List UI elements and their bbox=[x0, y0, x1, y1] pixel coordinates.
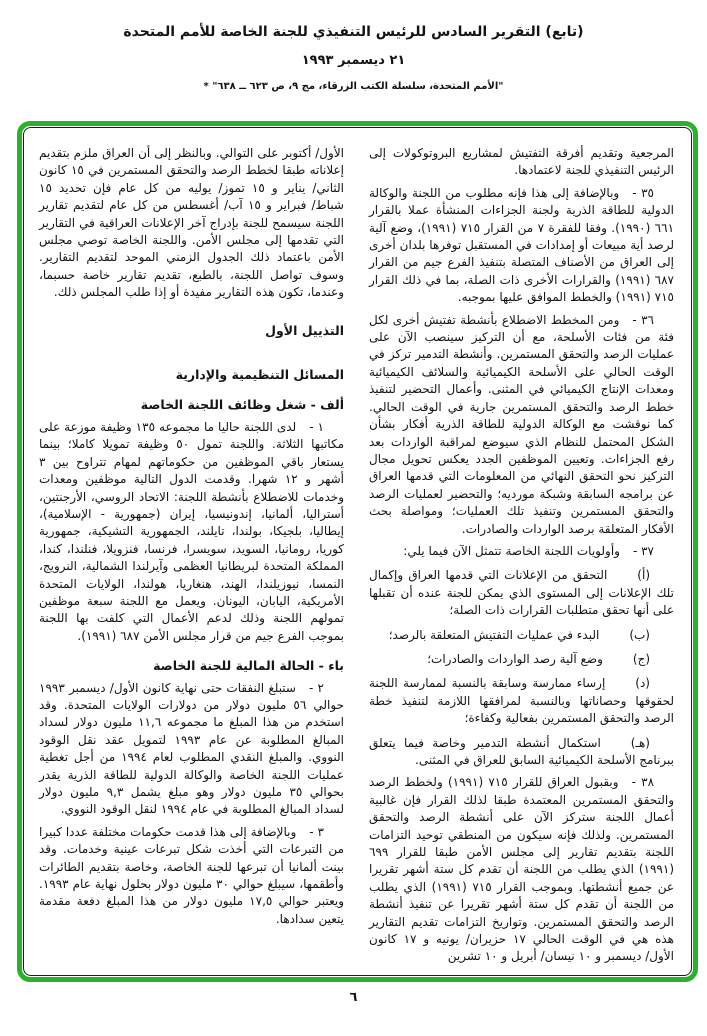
page-number: ٦ bbox=[349, 990, 358, 1005]
item-text: استكمال أنشطة التدمير وخاصة فيما يتعلق ببرنامج الأسلحة الكيميائية السابق للعراق في المثنى. bbox=[369, 735, 674, 767]
item-text: إرساء ممارسة وسابقة بالنسبة لممارسة اللجنة لحقوقها وحصاناتها وبالنسبة لمرافقها اللازمة لتنفيذ خطة الرصد والتحقق المستمرين بفعالية وكفاءة؛ bbox=[369, 676, 674, 726]
paragraph-1 bbox=[39, 419, 344, 645]
left-column bbox=[39, 145, 344, 965]
paragraph-38 bbox=[369, 774, 674, 965]
paragraph-number: ٣٦ - bbox=[632, 312, 654, 327]
paragraph-text: وأولويات اللجنة الخاصة تتمثل الآن فيما يلي: bbox=[403, 543, 620, 558]
list-item-a bbox=[369, 567, 674, 619]
item-text: البدء في عمليات التفتيش المتعلقة بالرصد؛ bbox=[388, 627, 600, 642]
document-header bbox=[0, 24, 707, 92]
paragraph-3 bbox=[39, 824, 344, 928]
item-marker: (ب) bbox=[629, 627, 650, 642]
paragraph-number: ٢ - bbox=[308, 680, 324, 695]
inner-border bbox=[23, 127, 692, 976]
paragraph-text: ستبلغ النفقات حتى نهاية كانون الأول/ ديسمبر ١٩٩٣ حوالي ٥٦ مليون دولار من دولارات الولايات المتحدة. وقد استخدم من هذا المبلغ ما مجموعه ١١,٦ مليون دولار لسداد المبالغ المطلوبة عن عام ١٩٩٣ لتمويل عقد نقل الوقود النووي. والمبلغ النقدي المطلوب لعام ١٩٩٤ من أجل تغطية عمليات اللجنة الخاصة والوكالة الدولية للطاقة الذرية يقدر بحوالي ٣٥ مليون دولار وهو مبلغ يشمل ٩,٣ مليون دولار لسداد المبالغ المطلوبة في عام ١٩٩٤ لنقل الوقود النووي. bbox=[39, 680, 345, 817]
paragraph-text: وبالإضافة إلى هذا قدمت حكومات مختلفة عددا كبيرا من التبرعات التي أخذت شكل تبرعات عينية وخدمات. وقد بينت ألمانيا أن تبرعها للجنة الخاصة، وخاصة بتقديم الطائرات وأطقمها، سيبلغ حوالي ٣٠ مليون دولار بحلول نهاية عام ١٩٩٣. ويعتبر حوالي ١٧,٥ مليون دولار من هذا المبلغ دفعة مقدمة يتعين سدادها. bbox=[39, 824, 344, 926]
paragraph-number: ١ - bbox=[309, 419, 324, 434]
list-item-e bbox=[369, 735, 674, 770]
item-marker: (د) bbox=[635, 676, 650, 691]
list-item-d bbox=[369, 675, 674, 727]
list-item-c bbox=[369, 651, 674, 668]
continuation-paragraph: الأول/ أكتوبر على التوالي. وبالنظر إلى أن العراق ملزم بتقديم إعلاناته طبقا لخطط الرصد والتحقق المستمرين في ١٥ كانون الثاني/ يناير و ١٥ تموز/ يوليه من كل عام فإن تحديد ١٥ شباط/ فبراير و ١٥ آب/ أغسطس من كل عام لتقديم تقارير اللجنة سيسمح للجنة بإدراج آخر الإعلانات العراقية في التقارير التي تقدمها إلى مجلس الأمن. واللجنة الخاصة توصي مجلس الأمن باعتماد ذلك الجدول الزمني الموحد لتقديم التقارير. وسوف تواصل اللجنة، بالطبع، تقديم تقارير خاصة حسبما، وعندما، تكون هذه التقارير مفيدة أو إذا طلب المجلس ذلك. bbox=[39, 146, 345, 300]
source-citation: "الأمم المتحدة، سلسلة الكتب الزرقاء، مج ٩، ص ٦٢٣ ــ ٦٣٨" * bbox=[203, 81, 504, 92]
paragraph-text: وبالإضافة إلى هذا فإنه مطلوب من اللجنة والوكالة الدولية للطاقة الذرية ولجنة الجزاءات المنشأة عملا بالقرار ٦٦١ (١٩٩٠). وفقا للفقرة ٧ من القرار ٧١٥ (١٩٩١)، وضع آلية لرصد أية مبيعات أو إمدادات في المستقبل توفرها بلدان أخرى إلى العراق من الأصناف المتصلة بتنفيذ الفرع جيم من القرار ٦٨٧ (١٩٩١) والقرارات الأخرى ذات الصلة، بما في ذلك القرار ٧١٥ (١٩٩١) والخطط الموافق عليها بموجبه. bbox=[369, 185, 675, 305]
two-column-body bbox=[39, 145, 674, 965]
paragraph-2 bbox=[39, 680, 344, 819]
item-marker: (ج) bbox=[632, 651, 650, 666]
right-column bbox=[369, 145, 674, 965]
continuation-paragraph: المرجعية وتقديم أفرقة التفتيش لمشاريع البروتوكولات إلى الرئيس التنفيذي للجنة لاعتمادها. bbox=[369, 146, 674, 178]
report-date: ٢١ ديسمبر ١٩٩٣ bbox=[301, 53, 406, 68]
item-marker: (هـ) bbox=[630, 735, 650, 750]
item-marker: (أ) bbox=[637, 568, 650, 583]
paragraph-35 bbox=[369, 185, 674, 307]
paragraph-text: وبقبول العراق للقرار ٧١٥ (١٩٩١) ولخطط الرصد والتحقق المستمرين المعتمدة طبقا لذلك القرار فإن غالبية أعمال اللجنة ستركز الآن على أنشطة الرصد والتحقق المستمرين. ولذلك فإنه سيكون من المنطقي توحيد التزامات اللجنة بتقديم تقارير إلى مجلس الأمن طبقا للقرار ٦٩٩ (١٩٩١) الذي يطلب من اللجنة أن تقدم كل ستة أشهر تقريرا عن جميع أنشطتها. وبموجب القرار ٧١٥ (١٩٩١) الذي يطلب من اللجنة أن تقدم كل ستة أشهر تقريرا عن تنفيذ أنشطة الرصد والتحقق المستمرين. وتواريخ التزامات تقديم التقارير هذه هي في الوقت الحالي ١٧ حزيران/ يونيه و ١٧ كانون الأول/ ديسمبر و ١٠ نيسان/ أبريل و ١٠ تشرين bbox=[369, 775, 675, 964]
item-text: التحقق من الإعلانات التي قدمها العراق وإكمال تلك الإعلانات إلى المستوى الذي يمكن للجنة عنده أن تقبلها على أنها تحقق متطلبات القرارات ذات الصلة؛ bbox=[369, 568, 674, 618]
subsection-b-heading: باء - الحالة المالية للجنة الخاصة bbox=[153, 658, 344, 674]
section-heading: المسائل التنظيمية والإدارية bbox=[175, 367, 344, 383]
paragraph-number: ٣ - bbox=[309, 824, 324, 839]
paragraph-number: ٣٥ - bbox=[632, 185, 654, 200]
report-title: (تابع) التقرير السادس للرئيس التنفيذي للجنة الخاصة للأمم المتحدة bbox=[123, 24, 584, 40]
paragraph-number: ٣٨ - bbox=[631, 775, 655, 790]
paragraph-37 bbox=[369, 543, 674, 560]
list-item-b bbox=[369, 627, 674, 644]
item-text: وضع آلية رصد الواردات والصادرات؛ bbox=[427, 651, 603, 666]
paragraph-36 bbox=[369, 312, 674, 538]
paragraph-text: لدى اللجنة حاليا ما مجموعه ١٣٥ وظيفة موزعة على مكاتبها الثلاثة. واللجنة تمول ٥٠ وظيفة تمويلا كاملا؛ بينما يستعار باقي الموظفين من حكوماتهم لمهام تتراوح بين ٣ أشهر و ١٢ شهرا. وقدمت الدول التالية موظفين ومعدات وخدمات للاضطلاع بأنشطة اللجنة: الاتحاد الروسي، الأرجنتين، أستراليا، ألمانيا، إندونيسيا، إيران (جمهورية - الإسلامية)، إيطاليا، بلجيكا، بولندا، تايلند، الجمهورية التشيكية، جمهورية كوريا، رومانيا، السويد، سويسرا، فرنسا، فنزويلا، فنلندا، كندا، المملكة المتحدة لبريطانيا العظمى وآيرلندا الشمالية، النرويج، النمسا، نيوزيلندا، الهند، هنغاريا، هولندا، الولايات المتحدة الأمريكية، اليابان، اليونان. ويعمل مع اللجنة سبعة موظفين تمولهم اللجنة وذلك لدعم الأعمال التي كلفت بها اللجنة بموجب الفرع جيم من قرار مجلس الأمن ٦٨٧ (١٩٩١). bbox=[39, 419, 344, 643]
green-frame bbox=[17, 121, 698, 982]
paragraph-text: ومن المخطط الاضطلاع بأنشطة تفتيش أخرى لكل فئة من فئات الأسلحة، مع أن التركيز سينصب الآن على عمليات الرصد والتحقق المستمرين. وأنشطة التدمير تركز في الوقت الحالي على الأسلحة الكيميائية والسلائف الكيميائية ومعدات الإنتاج الكيميائي في المثنى. وأعمال التحضير لتنفيذ خطط الرصد والتحقق المستمرين جارية في الوقت الحالي. كما نوقشت مع الوكالة الدولية للطاقة الذرية أفكار بشأن الشكل المحتمل للنظام الذي سيوضع لمراقبة الواردات بعد رفع الجزاءات. وتعيين الموظفين الجدد يعكس تحويل مجال التركيز نحو التحقق النهائي من المعلومات التي قدمها العراق عن برامجه السابقة وشبكة مورديه؛ والتحضير لعمليات الرصد والتحقق المستمرين وتنفيذ تلك العمليات؛ ومواصلة بحث الأفكار المتعلقة برصد الواردات والصادرات. bbox=[369, 312, 674, 536]
appendix-heading: التذييل الأول bbox=[265, 322, 344, 338]
paragraph-number: ٣٧ - bbox=[632, 543, 654, 558]
subsection-a-heading: ألف - شغل وظائف اللجنة الخاصة bbox=[140, 397, 344, 413]
